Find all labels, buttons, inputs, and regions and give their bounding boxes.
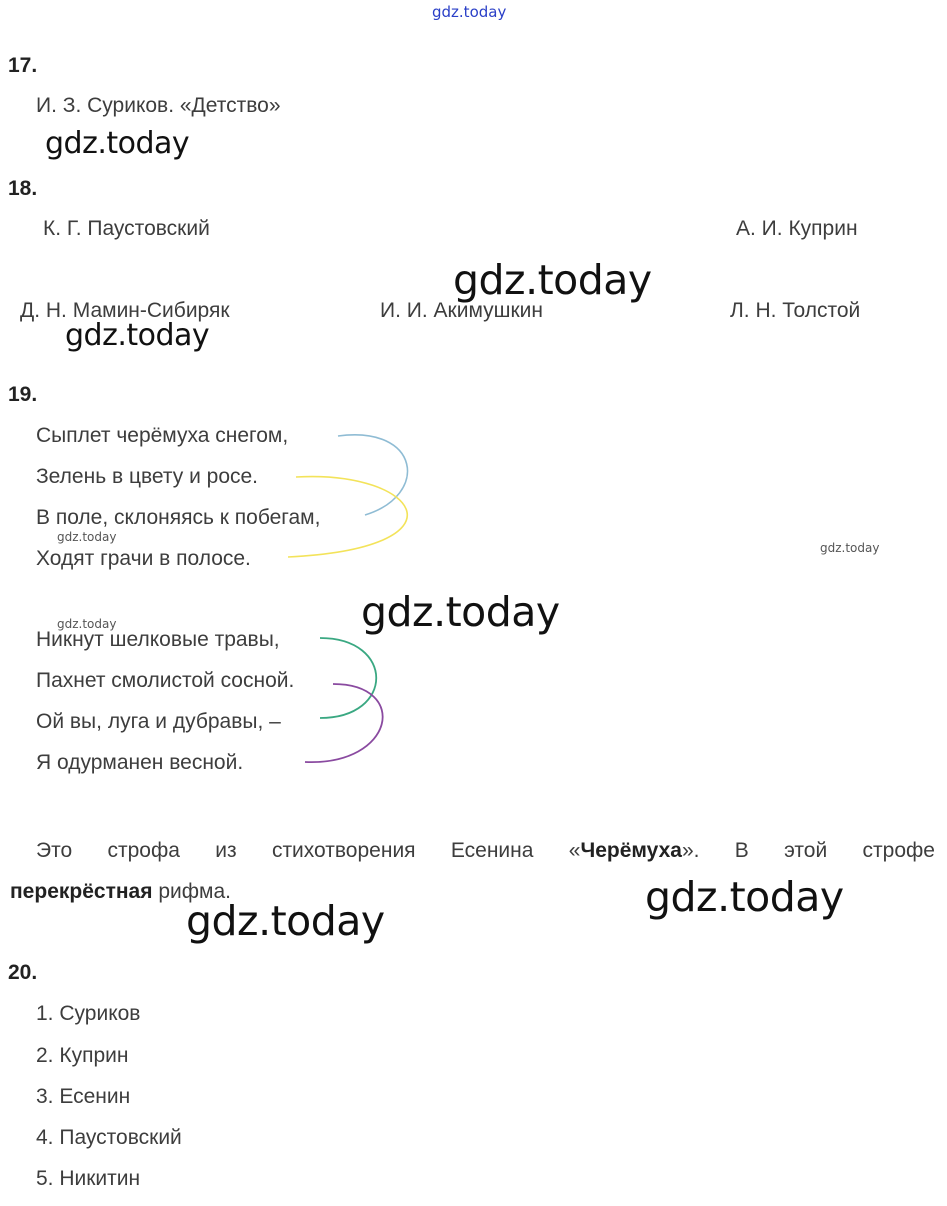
task-18-number: 18. [8,177,38,200]
watermark-small: gdz.today [57,617,117,631]
watermark: gdz.today [65,318,210,353]
poem-line: Зелень в цвету и росе. [36,465,259,488]
rhyme-arc-c [320,638,376,718]
poem-line: Ой вы, луга и дубравы, – [36,710,281,733]
word: рифма. [158,880,231,903]
watermark-top: gdz.today [432,3,507,21]
list-item: 3. Есенин [36,1085,131,1108]
word: строфа [107,839,180,862]
word: Это [36,839,73,862]
poem-title-quote: «Черёмуха». [568,839,700,862]
poem-line: Никнут шелковые травы, [36,628,280,651]
rhyme-type: перекрёстная [10,880,153,903]
word: В [734,839,749,862]
watermark-small: gdz.today [57,530,117,544]
word: Есенина [450,839,534,862]
task-20-number: 20. [8,961,38,984]
task-17-number: 17. [8,54,38,77]
word: строфе [862,839,935,862]
poem-line: Сыплет черёмуха снегом, [36,424,289,447]
poem-line: Пахнет смолистой сосной. [36,669,295,692]
word: стихотворения [271,839,416,862]
watermark: gdz.today [45,126,190,161]
author-item: К. Г. Паустовский [43,217,210,240]
watermark: gdz.today [453,256,652,304]
word: этой [784,839,828,862]
rhyme-arc-d [305,684,383,762]
task-17-answer: И. З. Суриков. «Детство» [36,94,281,117]
author-item: А. И. Куприн [736,217,858,240]
list-item: 4. Паустовский [36,1126,182,1149]
list-item: 5. Никитин [36,1167,141,1190]
word: из [215,839,237,862]
author-item: Л. Н. Толстой [730,299,861,322]
poem-line: Ходят грачи в полосе. [36,547,251,570]
poem-title: Черёмуха [580,839,682,862]
list-item: 1. Суриков [36,1002,141,1025]
watermark: gdz.today [645,873,844,921]
watermark-small: gdz.today [820,541,880,555]
poem-line: Я одурманен весной. [36,751,244,774]
task-19-number: 19. [8,383,38,406]
poem-line: В поле, склоняясь к побегам, [36,506,321,529]
author-item: Д. Н. Мамин-Сибиряк [20,299,230,322]
watermark: gdz.today [186,897,385,945]
list-item: 2. Куприн [36,1044,129,1067]
author-item: И. И. Акимушкин [380,299,543,322]
watermark: gdz.today [361,588,560,636]
rhyme-arc-a [338,435,407,515]
